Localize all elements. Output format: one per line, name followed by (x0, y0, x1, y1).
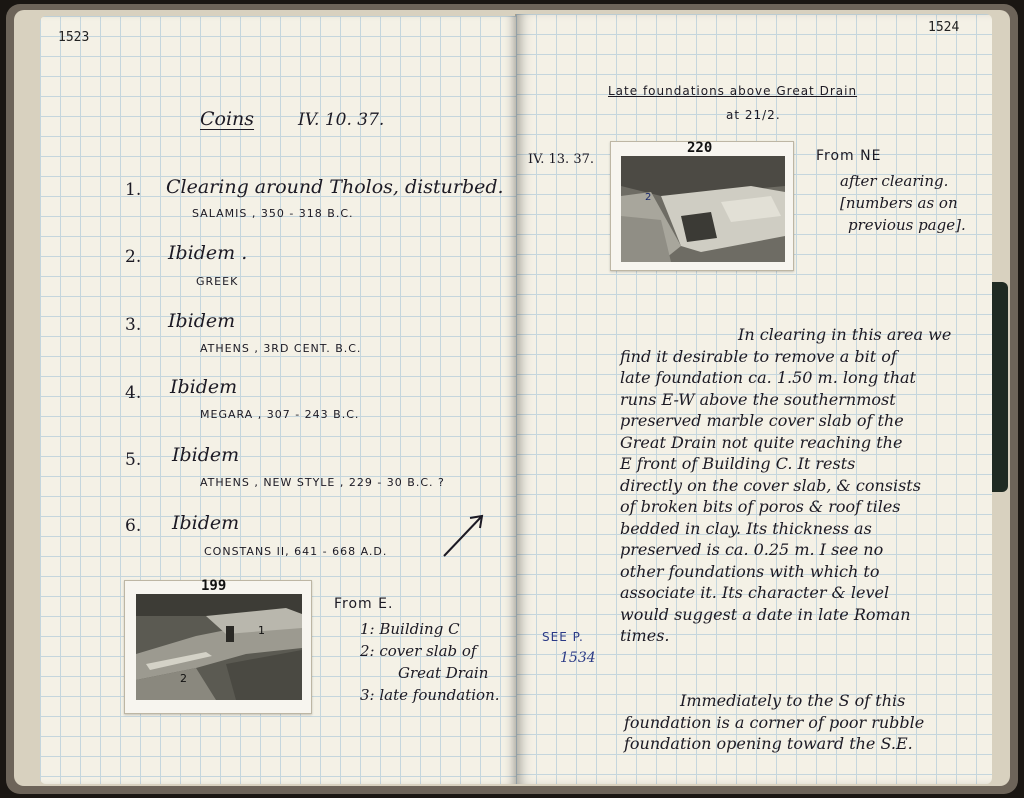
paragraph-line: In clearing in this area we (738, 325, 952, 344)
caption-line: after clearing. (840, 172, 949, 190)
paragraph-line: bedded in clay. Its thickness as (620, 518, 872, 538)
caption-line: [numbers as on (840, 194, 958, 212)
entry-detail: SALAMIS , 350 - 318 B.C. (192, 207, 354, 220)
paragraph-line: preserved marble cover slab of the (620, 411, 904, 430)
paragraph-line: Great Drain not quite reaching the (620, 432, 903, 452)
notes-paragraph (624, 690, 924, 755)
paragraph-line: Immediately to the S of this (680, 691, 906, 710)
heading-line: at 21/2. (726, 108, 781, 122)
paragraph-line: of broken bits of poros & roof tiles (620, 497, 901, 516)
entry-number: 4. (125, 383, 142, 403)
entry-title: Ibidem (172, 444, 240, 466)
entry-title: Clearing around Tholos, disturbed. (166, 176, 504, 198)
paragraph-line: directly on the cover slab, & consists (620, 475, 921, 495)
notes-paragraph (620, 324, 951, 647)
entry-title: Ibidem (170, 376, 238, 398)
caption-line: 2: cover slab of (360, 642, 477, 660)
excavation-photo (621, 156, 785, 262)
paragraph-line: foundation opening toward the S.E. (624, 734, 913, 753)
photo-number: 220 (687, 140, 713, 156)
entry-number: 6. (125, 516, 142, 536)
right-page (516, 14, 992, 784)
entry-detail: ATHENS , 3RD CENT. B.C. (200, 342, 362, 355)
entry-title: Ibidem . (168, 242, 248, 264)
see-note-page: 1534 (560, 650, 596, 666)
excavation-photo (136, 594, 302, 700)
heading-title: Coins (200, 108, 255, 130)
caption-line: 3: late foundation. (360, 686, 500, 704)
paragraph-line: foundation is a corner of poor rubble (624, 712, 925, 732)
photo-label: 2 (180, 672, 187, 685)
entry-detail: MEGARA , 307 - 243 B.C. (200, 408, 360, 421)
paragraph-line: times. (620, 626, 670, 645)
photo-label: 1 (258, 624, 265, 637)
photo-220 (610, 141, 794, 271)
entry-detail: ATHENS , NEW STYLE , 229 - 30 B.C. ? (200, 476, 445, 489)
caption-line: From NE (816, 148, 882, 164)
entry-detail: CONSTANS II, 641 - 668 A.D. (204, 545, 388, 558)
photo-number: 199 (201, 578, 227, 594)
caption-line: Great Drain (398, 664, 489, 682)
page-number: 1523 (58, 30, 90, 45)
entry-number: 2. (125, 247, 142, 267)
entry-date: IV. 13. 37. (528, 152, 594, 167)
paragraph-line: associate it. Its character & level (620, 583, 890, 602)
paragraph-line: runs E-W above the southernmost (620, 389, 896, 409)
paragraph-line: preserved is ca. 0.25 m. I see no (620, 540, 884, 559)
caption-line: 1: Building C (360, 620, 460, 638)
caption-line: previous page]. (848, 216, 966, 234)
entry-number: 3. (125, 315, 142, 335)
photo-label: 2 (645, 192, 652, 203)
see-note-label: SEE P. (542, 630, 584, 644)
left-page (40, 16, 516, 784)
paragraph-line: would suggest a date in late Roman (620, 604, 911, 624)
entry-number: 5. (125, 450, 142, 470)
entry-detail: GREEK (196, 275, 239, 288)
paragraph-line: late foundation ca. 1.50 m. long that (620, 368, 916, 387)
entry-title: Ibidem (172, 512, 240, 534)
heading-line: Late foundations above Great Drain (608, 84, 858, 98)
paragraph-line: other foundations with which to (620, 561, 880, 581)
photo-199 (124, 580, 312, 714)
paragraph-line: find it desirable to remove a bit of (620, 346, 897, 366)
arrow-icon (440, 510, 488, 560)
entry-title: Ibidem (168, 310, 236, 332)
caption-title: From E. (334, 596, 394, 612)
entry-number: 1. (125, 180, 142, 200)
heading-date: IV. 10. 37. (298, 110, 385, 130)
paragraph-line: E front of Building C. It rests (620, 454, 856, 473)
page-number: 1524 (928, 20, 960, 35)
